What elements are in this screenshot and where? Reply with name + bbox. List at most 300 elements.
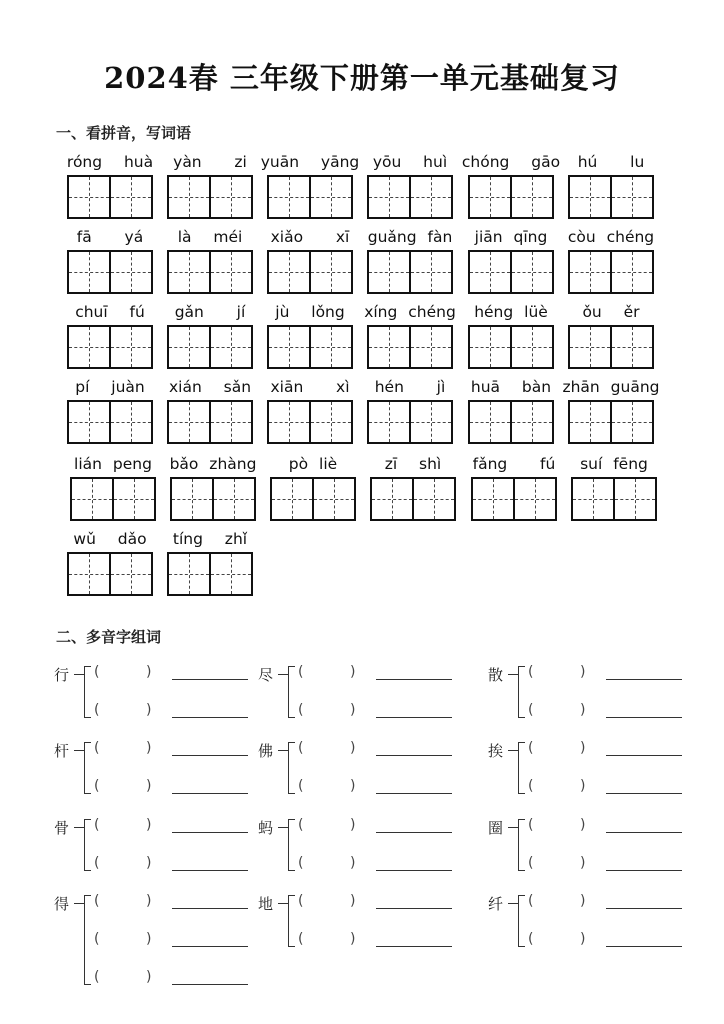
tianzige-box-pair[interactable] [167, 400, 253, 444]
tianzige-cell[interactable] [470, 327, 510, 367]
pinyin-label: chóng gāo [461, 153, 561, 171]
pinyin-label: wǔ dǎo [73, 530, 147, 548]
tianzige-cell[interactable] [69, 327, 109, 367]
pinyin-label: fā yá [76, 228, 144, 246]
polyphone-answer-line [92, 893, 272, 913]
pinyin-blank-close[interactable]: ) [580, 664, 586, 680]
pinyin-label: ǒu ěr [582, 303, 640, 321]
polyphone-char: 挨 [488, 742, 504, 760]
tianzige-cell[interactable] [570, 327, 610, 367]
pinyin-blank-open[interactable]: ( [528, 855, 534, 871]
pinyin-label: pò liè [288, 455, 338, 473]
tianzige-box-pair[interactable] [367, 175, 453, 219]
tianzige-cell[interactable] [470, 252, 510, 292]
tianzige-box-pair[interactable] [267, 325, 353, 369]
tianzige-cell[interactable] [272, 479, 312, 519]
pinyin-row [0, 228, 724, 298]
tianzige-cell[interactable] [369, 402, 409, 442]
tianzige-cell[interactable] [412, 479, 454, 519]
pinyin-label: jù lǒng [275, 303, 345, 321]
brace-icon [518, 895, 525, 947]
pinyin-blank-close[interactable]: ) [350, 664, 356, 680]
tianzige-box-pair[interactable] [67, 400, 153, 444]
pinyin-blank-close[interactable]: ) [146, 778, 152, 794]
pinyin-word-item [270, 455, 356, 525]
tianzige-cell[interactable] [470, 177, 510, 217]
polyphone-group [54, 893, 264, 993]
tianzige-cell[interactable] [169, 554, 209, 594]
pinyin-word-item [67, 530, 153, 600]
polyphone-answer-line [526, 855, 706, 875]
polyphone-char: 纤 [488, 895, 504, 913]
pinyin-blank-close[interactable]: ) [350, 740, 356, 756]
tianzige-cell[interactable] [169, 252, 209, 292]
pinyin-word-item [471, 455, 557, 525]
polyphone-char: 佛 [258, 742, 274, 760]
pinyin-blank-open[interactable]: ( [94, 817, 100, 833]
pinyin-blank-open[interactable]: ( [298, 817, 304, 833]
polyphone-group [488, 893, 698, 955]
tianzige-cell[interactable] [473, 479, 513, 519]
tianzige-cell[interactable] [169, 402, 209, 442]
word-blank[interactable] [172, 832, 248, 833]
polyphone-answer-line [526, 817, 706, 837]
pinyin-row [0, 153, 724, 223]
polyphone-group [488, 740, 698, 802]
pinyin-blank-open[interactable]: ( [94, 664, 100, 680]
brace-stem [74, 827, 84, 828]
tianzige-cell[interactable] [109, 252, 151, 292]
tianzige-cell[interactable] [112, 479, 154, 519]
pinyin-blank-close[interactable]: ) [146, 702, 152, 718]
pinyin-label: huā bàn [470, 378, 552, 396]
brace-stem [278, 674, 288, 675]
pinyin-label: suí fēng [580, 455, 648, 473]
tianzige-cell[interactable] [212, 479, 254, 519]
polyphone-answer-line [92, 702, 272, 722]
pinyin-word-item [170, 455, 256, 525]
pinyin-blank-close[interactable]: ) [580, 855, 586, 871]
tianzige-cell[interactable] [269, 177, 309, 217]
polyphone-group [54, 664, 264, 726]
polyphone-answer-line [526, 664, 706, 684]
pinyin-blank-open[interactable]: ( [298, 893, 304, 909]
tianzige-cell[interactable] [510, 177, 552, 217]
word-blank[interactable] [606, 832, 682, 833]
section-heading-polyphone: 二、多音字组词 [56, 628, 162, 646]
pinyin-blank-open[interactable]: ( [528, 817, 534, 833]
word-blank[interactable] [172, 755, 248, 756]
tianzige-cell[interactable] [369, 327, 409, 367]
tianzige-cell[interactable] [69, 252, 109, 292]
word-blank[interactable] [376, 755, 452, 756]
pinyin-label: còu chéng [567, 228, 655, 246]
brace-icon [288, 895, 295, 947]
pinyin-word-item [70, 455, 156, 525]
word-blank[interactable] [172, 870, 248, 871]
pinyin-blank-close[interactable]: ) [580, 931, 586, 947]
tianzige-cell[interactable] [570, 402, 610, 442]
tianzige-box-pair[interactable] [167, 325, 253, 369]
tianzige-box-pair[interactable] [267, 400, 353, 444]
tianzige-box-pair[interactable] [267, 250, 353, 294]
pinyin-blank-open[interactable]: ( [298, 855, 304, 871]
word-blank[interactable] [376, 793, 452, 794]
pinyin-blank-close[interactable]: ) [580, 778, 586, 794]
pinyin-word-item [568, 228, 654, 298]
pinyin-blank-close[interactable]: ) [146, 664, 152, 680]
tianzige-box-pair[interactable] [468, 400, 554, 444]
tianzige-box-pair[interactable] [170, 477, 256, 521]
pinyin-blank-open[interactable]: ( [94, 893, 100, 909]
polyphone-answer-line [296, 778, 476, 798]
tianzige-box-pair[interactable] [468, 325, 554, 369]
tianzige-cell[interactable] [209, 554, 251, 594]
brace-stem [278, 750, 288, 751]
tianzige-cell[interactable] [409, 402, 451, 442]
polyphone-char: 散 [488, 666, 504, 684]
tianzige-cell[interactable] [109, 402, 151, 442]
polyphone-answer-line [296, 740, 476, 760]
polyphone-answer-line [92, 817, 272, 837]
polyphone-answer-line [92, 969, 272, 989]
pinyin-row [0, 530, 724, 600]
word-blank[interactable] [606, 908, 682, 909]
word-blank[interactable] [606, 717, 682, 718]
pinyin-word-item [468, 303, 554, 373]
tianzige-box-pair[interactable] [270, 477, 356, 521]
polyphone-answer-line [296, 817, 476, 837]
tianzige-cell[interactable] [610, 402, 652, 442]
tianzige-cell[interactable] [369, 177, 409, 217]
pinyin-label: là méi [177, 228, 243, 246]
tianzige-cell[interactable] [610, 252, 652, 292]
word-blank[interactable] [172, 717, 248, 718]
tianzige-cell[interactable] [312, 479, 354, 519]
pinyin-word-item [167, 303, 253, 373]
pinyin-blank-close[interactable]: ) [580, 893, 586, 909]
pinyin-blank-close[interactable]: ) [580, 702, 586, 718]
pinyin-blank-close[interactable]: ) [350, 778, 356, 794]
pinyin-row [0, 378, 724, 448]
polyphone-answer-line [296, 931, 476, 951]
word-blank[interactable] [606, 679, 682, 680]
pinyin-label: gǎn jí [174, 303, 246, 321]
tianzige-cell[interactable] [409, 252, 451, 292]
tianzige-box-pair[interactable] [468, 250, 554, 294]
pinyin-blank-close[interactable]: ) [146, 855, 152, 871]
pinyin-label: yōu huì [372, 153, 448, 171]
polyphone-answer-line [526, 893, 706, 913]
tianzige-box-pair[interactable] [367, 250, 453, 294]
pinyin-blank-open[interactable]: ( [94, 931, 100, 947]
tianzige-cell[interactable] [269, 252, 309, 292]
tianzige-cell[interactable] [109, 177, 151, 217]
brace-icon [518, 666, 525, 718]
tianzige-cell[interactable] [169, 177, 209, 217]
brace-stem [508, 827, 518, 828]
tianzige-cell[interactable] [209, 402, 251, 442]
tianzige-box-pair[interactable] [67, 552, 153, 596]
pinyin-label: pí juàn [75, 378, 145, 396]
brace-stem [74, 674, 84, 675]
pinyin-blank-close[interactable]: ) [350, 893, 356, 909]
word-blank[interactable] [606, 946, 682, 947]
polyphone-answer-line [92, 778, 272, 798]
brace-icon [84, 819, 91, 871]
polyphone-group [54, 740, 264, 802]
tianzige-cell[interactable] [510, 327, 552, 367]
polyphone-answer-line [296, 893, 476, 913]
polyphone-group [258, 893, 468, 955]
brace-stem [278, 827, 288, 828]
pinyin-blank-close[interactable]: ) [146, 969, 152, 985]
tianzige-cell[interactable] [409, 177, 451, 217]
pinyin-blank-open[interactable]: ( [528, 664, 534, 680]
tianzige-cell[interactable] [470, 402, 510, 442]
pinyin-label: yuān yāng [260, 153, 360, 171]
pinyin-blank-open[interactable]: ( [528, 893, 534, 909]
tianzige-box-pair[interactable] [367, 325, 453, 369]
tianzige-box-pair[interactable] [471, 477, 557, 521]
brace-icon [518, 819, 525, 871]
tianzige-cell[interactable] [510, 252, 552, 292]
tianzige-cell[interactable] [269, 402, 309, 442]
word-blank[interactable] [606, 870, 682, 871]
pinyin-label: lián peng [74, 455, 152, 473]
tianzige-box-pair[interactable] [568, 250, 654, 294]
tianzige-cell[interactable] [510, 402, 552, 442]
polyphone-answer-line [92, 664, 272, 684]
pinyin-blank-close[interactable]: ) [146, 893, 152, 909]
pinyin-word-item [67, 153, 153, 223]
polyphone-group [258, 817, 468, 879]
pinyin-blank-open[interactable]: ( [298, 740, 304, 756]
tianzige-box-pair[interactable] [167, 250, 253, 294]
tianzige-cell[interactable] [209, 177, 251, 217]
pinyin-blank-close[interactable]: ) [146, 931, 152, 947]
brace-stem [74, 750, 84, 751]
polyphone-char: 杆 [54, 742, 70, 760]
tianzige-cell[interactable] [372, 479, 412, 519]
tianzige-box-pair[interactable] [367, 400, 453, 444]
tianzige-cell[interactable] [513, 479, 555, 519]
tianzige-cell[interactable] [309, 177, 351, 217]
polyphone-group [488, 817, 698, 879]
pinyin-label: xíng chéng [364, 303, 456, 321]
pinyin-word-item [67, 228, 153, 298]
pinyin-word-item [370, 455, 456, 525]
tianzige-box-pair[interactable] [70, 477, 156, 521]
tianzige-cell[interactable] [109, 554, 151, 594]
brace-stem [508, 903, 518, 904]
tianzige-cell[interactable] [409, 327, 451, 367]
pinyin-word-item [468, 378, 554, 448]
pinyin-blank-open[interactable]: ( [298, 664, 304, 680]
tianzige-cell[interactable] [69, 554, 109, 594]
tianzige-box-pair[interactable] [370, 477, 456, 521]
polyphone-char: 行 [54, 666, 70, 684]
tianzige-box-pair[interactable] [571, 477, 657, 521]
polyphone-char: 骨 [54, 819, 70, 837]
polyphone-answer-line [526, 702, 706, 722]
brace-icon [288, 819, 295, 871]
pinyin-blank-close[interactable]: ) [350, 817, 356, 833]
tianzige-cell[interactable] [570, 252, 610, 292]
pinyin-label: xiǎo xī [270, 228, 350, 246]
word-blank[interactable] [172, 679, 248, 680]
polyphone-group [258, 740, 468, 802]
polyphone-char: 尽 [258, 666, 274, 684]
pinyin-word-item [461, 153, 561, 223]
pinyin-blank-open[interactable]: ( [528, 931, 534, 947]
brace-stem [278, 903, 288, 904]
tianzige-cell[interactable] [610, 327, 652, 367]
tianzige-cell[interactable] [309, 252, 351, 292]
polyphone-answer-line [92, 855, 272, 875]
pinyin-label: zhān guāng [562, 378, 660, 396]
polyphone-answer-line [296, 702, 476, 722]
pinyin-blank-open[interactable]: ( [298, 931, 304, 947]
pinyin-word-item [267, 303, 353, 373]
pinyin-word-item [367, 228, 453, 298]
pinyin-blank-open[interactable]: ( [94, 778, 100, 794]
brace-icon [518, 742, 525, 794]
tianzige-box-pair[interactable] [468, 175, 554, 219]
tianzige-cell[interactable] [613, 479, 655, 519]
tianzige-cell[interactable] [610, 177, 652, 217]
pinyin-blank-close[interactable]: ) [146, 740, 152, 756]
word-blank[interactable] [376, 946, 452, 947]
tianzige-box-pair[interactable] [568, 325, 654, 369]
pinyin-label: guǎng fàn [367, 228, 453, 246]
pinyin-word-item [568, 153, 654, 223]
pinyin-label: yàn zi [173, 153, 247, 171]
polyphone-char: 蚂 [258, 819, 274, 837]
pinyin-word-item [367, 378, 453, 448]
word-blank[interactable] [606, 793, 682, 794]
pinyin-word-item [267, 228, 353, 298]
pinyin-word-item [167, 153, 253, 223]
tianzige-box-pair[interactable] [67, 250, 153, 294]
tianzige-cell[interactable] [109, 327, 151, 367]
tianzige-cell[interactable] [209, 252, 251, 292]
pinyin-row [0, 303, 724, 373]
pinyin-blank-open[interactable]: ( [528, 702, 534, 718]
polyphone-answer-line [296, 664, 476, 684]
word-blank[interactable] [172, 793, 248, 794]
polyphone-group [258, 664, 468, 726]
pinyin-label: jiān qīng [474, 228, 548, 246]
word-blank[interactable] [376, 908, 452, 909]
polyphone-group [54, 817, 264, 879]
tianzige-cell[interactable] [69, 402, 109, 442]
pinyin-blank-open[interactable]: ( [94, 702, 100, 718]
tianzige-cell[interactable] [573, 479, 613, 519]
brace-icon [84, 666, 91, 718]
pinyin-label: hú lu [577, 153, 645, 171]
word-blank[interactable] [376, 870, 452, 871]
tianzige-cell[interactable] [169, 327, 209, 367]
tianzige-cell[interactable] [309, 327, 351, 367]
pinyin-blank-open[interactable]: ( [94, 969, 100, 985]
pinyin-label: héng lüè [474, 303, 548, 321]
pinyin-row [0, 455, 724, 525]
tianzige-cell[interactable] [269, 327, 309, 367]
pinyin-blank-close[interactable]: ) [350, 702, 356, 718]
brace-stem [508, 750, 518, 751]
pinyin-label: hén jì [374, 378, 446, 396]
polyphone-answer-line [526, 740, 706, 760]
word-blank[interactable] [172, 946, 248, 947]
pinyin-blank-open[interactable]: ( [528, 740, 534, 756]
brace-stem [74, 903, 84, 904]
tianzige-cell[interactable] [570, 177, 610, 217]
pinyin-blank-open[interactable]: ( [298, 702, 304, 718]
tianzige-cell[interactable] [172, 479, 212, 519]
pinyin-blank-close[interactable]: ) [350, 855, 356, 871]
pinyin-word-item [167, 228, 253, 298]
tianzige-cell[interactable] [309, 402, 351, 442]
pinyin-blank-close[interactable]: ) [580, 740, 586, 756]
tianzige-cell[interactable] [369, 252, 409, 292]
word-blank[interactable] [376, 679, 452, 680]
brace-icon [288, 666, 295, 718]
pinyin-blank-open[interactable]: ( [528, 778, 534, 794]
tianzige-box-pair[interactable] [267, 175, 353, 219]
word-blank[interactable] [172, 984, 248, 985]
polyphone-answer-line [92, 931, 272, 951]
polyphone-answer-line [296, 855, 476, 875]
pinyin-blank-open[interactable]: ( [94, 740, 100, 756]
tianzige-box-pair[interactable] [167, 552, 253, 596]
pinyin-blank-open[interactable]: ( [298, 778, 304, 794]
pinyin-label: bǎo zhàng [169, 455, 257, 473]
tianzige-box-pair[interactable] [67, 325, 153, 369]
pinyin-word-item [468, 228, 554, 298]
word-blank[interactable] [376, 832, 452, 833]
tianzige-cell[interactable] [209, 327, 251, 367]
polyphone-answer-line [526, 778, 706, 798]
brace-icon [288, 742, 295, 794]
polyphone-char: 圈 [488, 819, 504, 837]
word-blank[interactable] [172, 908, 248, 909]
tianzige-box-pair[interactable] [167, 175, 253, 219]
tianzige-box-pair[interactable] [568, 175, 654, 219]
tianzige-cell[interactable] [69, 177, 109, 217]
polyphone-answer-line [526, 931, 706, 951]
pinyin-word-item [562, 378, 660, 448]
word-blank[interactable] [376, 717, 452, 718]
pinyin-label: tíng zhǐ [172, 530, 248, 548]
pinyin-word-item [267, 378, 353, 448]
pinyin-blank-close[interactable]: ) [146, 817, 152, 833]
pinyin-blank-open[interactable]: ( [94, 855, 100, 871]
brace-icon [84, 895, 91, 985]
polyphone-answer-line [92, 740, 272, 760]
pinyin-blank-close[interactable]: ) [580, 817, 586, 833]
pinyin-word-item [367, 153, 453, 223]
tianzige-box-pair[interactable] [568, 400, 654, 444]
pinyin-blank-close[interactable]: ) [350, 931, 356, 947]
word-blank[interactable] [606, 755, 682, 756]
pinyin-word-item [167, 530, 253, 600]
tianzige-box-pair[interactable] [67, 175, 153, 219]
pinyin-label: chuī fú [75, 303, 145, 321]
pinyin-word-item [571, 455, 657, 525]
pinyin-label: fǎng fú [472, 455, 556, 473]
tianzige-cell[interactable] [72, 479, 112, 519]
